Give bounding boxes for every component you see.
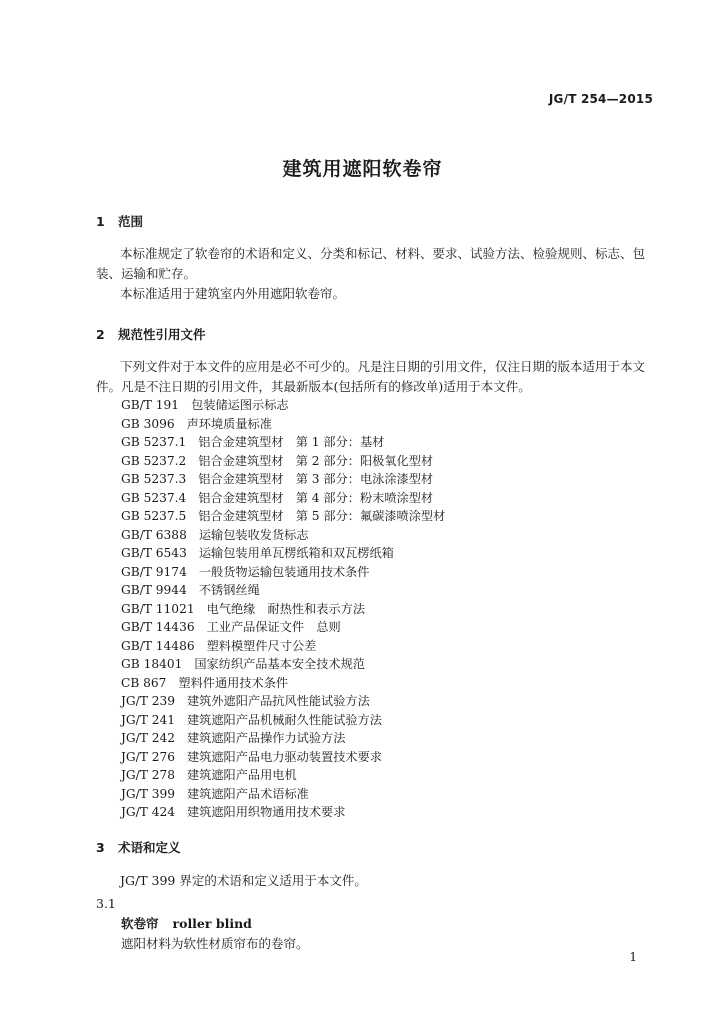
reference-code: GB/T 191 bbox=[121, 398, 180, 412]
reference-code: GB/T 14486 bbox=[121, 638, 195, 653]
reference-title: 塑料件通用技术条件 bbox=[178, 675, 289, 690]
reference-item bbox=[121, 748, 661, 767]
document-title: 建筑用遮阳软卷帘 bbox=[282, 158, 443, 180]
reference-title: 塑料模塑件尺寸公差 bbox=[206, 638, 317, 653]
reference-title: 国家纺织产品基本安全技术规范 bbox=[194, 657, 365, 671]
reference-code: GB 5237.3 bbox=[121, 472, 187, 486]
reference-item bbox=[121, 785, 661, 804]
reference-title: 电气绝缘 耐热性和表示方法 bbox=[206, 601, 366, 616]
section-title: 术语和定义 bbox=[118, 840, 181, 855]
reference-item bbox=[121, 766, 661, 785]
reference-code: GB 3096 bbox=[121, 416, 175, 431]
reference-item bbox=[121, 563, 661, 582]
scope-paragraph-2: 本标准适用于建筑室内外用遮阳软卷帘。 bbox=[120, 286, 346, 301]
reference-code: GB 5237.4 bbox=[121, 490, 187, 505]
section-heading-scope bbox=[96, 212, 143, 230]
term-english: roller blind bbox=[172, 916, 252, 931]
reference-item bbox=[121, 618, 661, 637]
page-number: 1 bbox=[629, 950, 637, 964]
reference-item bbox=[121, 655, 661, 674]
reference-title: 铝合金建筑型材 第 2 部分：阳极氧化型材 bbox=[198, 453, 434, 468]
reference-title: 建筑遮阳产品操作力试验方法 bbox=[187, 731, 346, 745]
reference-code: GB/T 14436 bbox=[121, 620, 195, 634]
reference-title: 铝合金建筑型材 第 1 部分：基材 bbox=[198, 435, 385, 449]
reference-item bbox=[121, 674, 661, 693]
reference-title: 建筑外遮阳产品抗风性能试验方法 bbox=[187, 694, 370, 708]
reference-title: 铝合金建筑型材 第 5 部分：氟碳漆喷涂型材 bbox=[198, 509, 446, 523]
section-title: 范围 bbox=[118, 214, 144, 229]
terms-intro-paragraph: JG/T 399 界定的术语和定义适用于本文件。 bbox=[120, 873, 367, 888]
section-heading-normative-references bbox=[96, 325, 206, 343]
reference-title: 建筑遮阳产品电力驱动装置技术要求 bbox=[187, 749, 382, 764]
section-number: 3 bbox=[96, 840, 105, 855]
reference-code: JG/T 242 bbox=[121, 731, 175, 745]
reference-code: GB/T 11021 bbox=[121, 601, 195, 616]
reference-item bbox=[121, 544, 661, 563]
reference-title: 建筑遮阳用织物通用技术要求 bbox=[187, 805, 346, 819]
reference-code: GB/T 9174 bbox=[121, 564, 187, 579]
reference-title: 建筑遮阳产品机械耐久性能试验方法 bbox=[187, 712, 382, 727]
term-entry bbox=[121, 914, 252, 932]
reference-code: GB 18401 bbox=[121, 657, 183, 671]
scope-paragraph-1: 本标准规定了软卷帘的术语和定义、分类和标记、材料、要求、试验方法、检验规则、标志、包装、运输和贮存。 bbox=[96, 246, 646, 281]
reference-title: 运输包装用单瓦楞纸箱和双瓦楞纸箱 bbox=[198, 546, 394, 560]
section-number: 1 bbox=[96, 214, 105, 229]
reference-code: JG/T 276 bbox=[121, 749, 175, 764]
reference-item bbox=[121, 711, 661, 730]
reference-item bbox=[121, 581, 661, 600]
reference-code: CB 867 bbox=[121, 675, 167, 690]
reference-title: 一般货物运输包装通用技术条件 bbox=[198, 564, 370, 579]
standard-code: JG/T 254—2015 bbox=[548, 92, 653, 106]
reference-item bbox=[121, 507, 661, 526]
reference-title: 不锈钢丝绳 bbox=[198, 583, 260, 597]
reference-title: 运输包装收发货标志 bbox=[198, 527, 309, 542]
reference-item bbox=[121, 600, 661, 619]
reference-code: GB 5237.1 bbox=[121, 435, 187, 449]
section-number: 2 bbox=[96, 327, 105, 342]
reference-code: GB 5237.5 bbox=[121, 509, 187, 523]
reference-item bbox=[121, 692, 661, 711]
reference-list bbox=[121, 396, 661, 822]
reference-item bbox=[121, 470, 661, 489]
reference-item bbox=[121, 396, 661, 415]
reference-item bbox=[121, 729, 661, 748]
reference-item bbox=[121, 433, 661, 452]
reference-title: 铝合金建筑型材 第 3 部分：电泳涂漆型材 bbox=[198, 472, 434, 486]
reference-code: JG/T 424 bbox=[121, 805, 175, 819]
reference-code: GB/T 9944 bbox=[121, 583, 187, 597]
reference-title: 铝合金建筑型材 第 4 部分：粉末喷涂型材 bbox=[198, 490, 434, 505]
reference-code: GB/T 6543 bbox=[121, 546, 187, 560]
reference-title: 声环境质量标准 bbox=[186, 416, 272, 431]
reference-item bbox=[121, 526, 661, 545]
reference-item bbox=[121, 415, 661, 434]
reference-code: JG/T 278 bbox=[121, 768, 175, 782]
reference-title: 建筑遮阳产品术语标准 bbox=[187, 786, 309, 801]
reference-title: 建筑遮阳产品用电机 bbox=[187, 768, 297, 782]
reference-title: 工业产品保证文件 总则 bbox=[206, 620, 341, 634]
term-number: 3.1 bbox=[96, 896, 116, 911]
reference-title: 包装储运图示标志 bbox=[191, 398, 289, 412]
term-definition: 遮阳材料为软性材质帘布的卷帘。 bbox=[121, 936, 309, 951]
reference-code: JG/T 239 bbox=[121, 694, 175, 708]
reference-code: GB/T 6388 bbox=[121, 527, 187, 542]
section-title: 规范性引用文件 bbox=[118, 327, 206, 342]
term-chinese: 软卷帘 bbox=[121, 916, 159, 931]
reference-code: JG/T 399 bbox=[121, 786, 175, 801]
section-heading-terms-definitions bbox=[96, 838, 181, 856]
reference-item bbox=[121, 489, 661, 508]
reference-item bbox=[121, 452, 661, 471]
reference-code: JG/T 241 bbox=[121, 712, 175, 727]
references-intro-paragraph: 下列文件对于本文件的应用是必不可少的。凡是注日期的引用文件，仅注日期的版本适用于本文件。凡是不注日期的引用文件，其最新版本(包括所有的修改单)适用于本文件。 bbox=[96, 359, 646, 394]
reference-item bbox=[121, 637, 661, 656]
reference-code: GB 5237.2 bbox=[121, 453, 187, 468]
reference-item bbox=[121, 803, 661, 822]
